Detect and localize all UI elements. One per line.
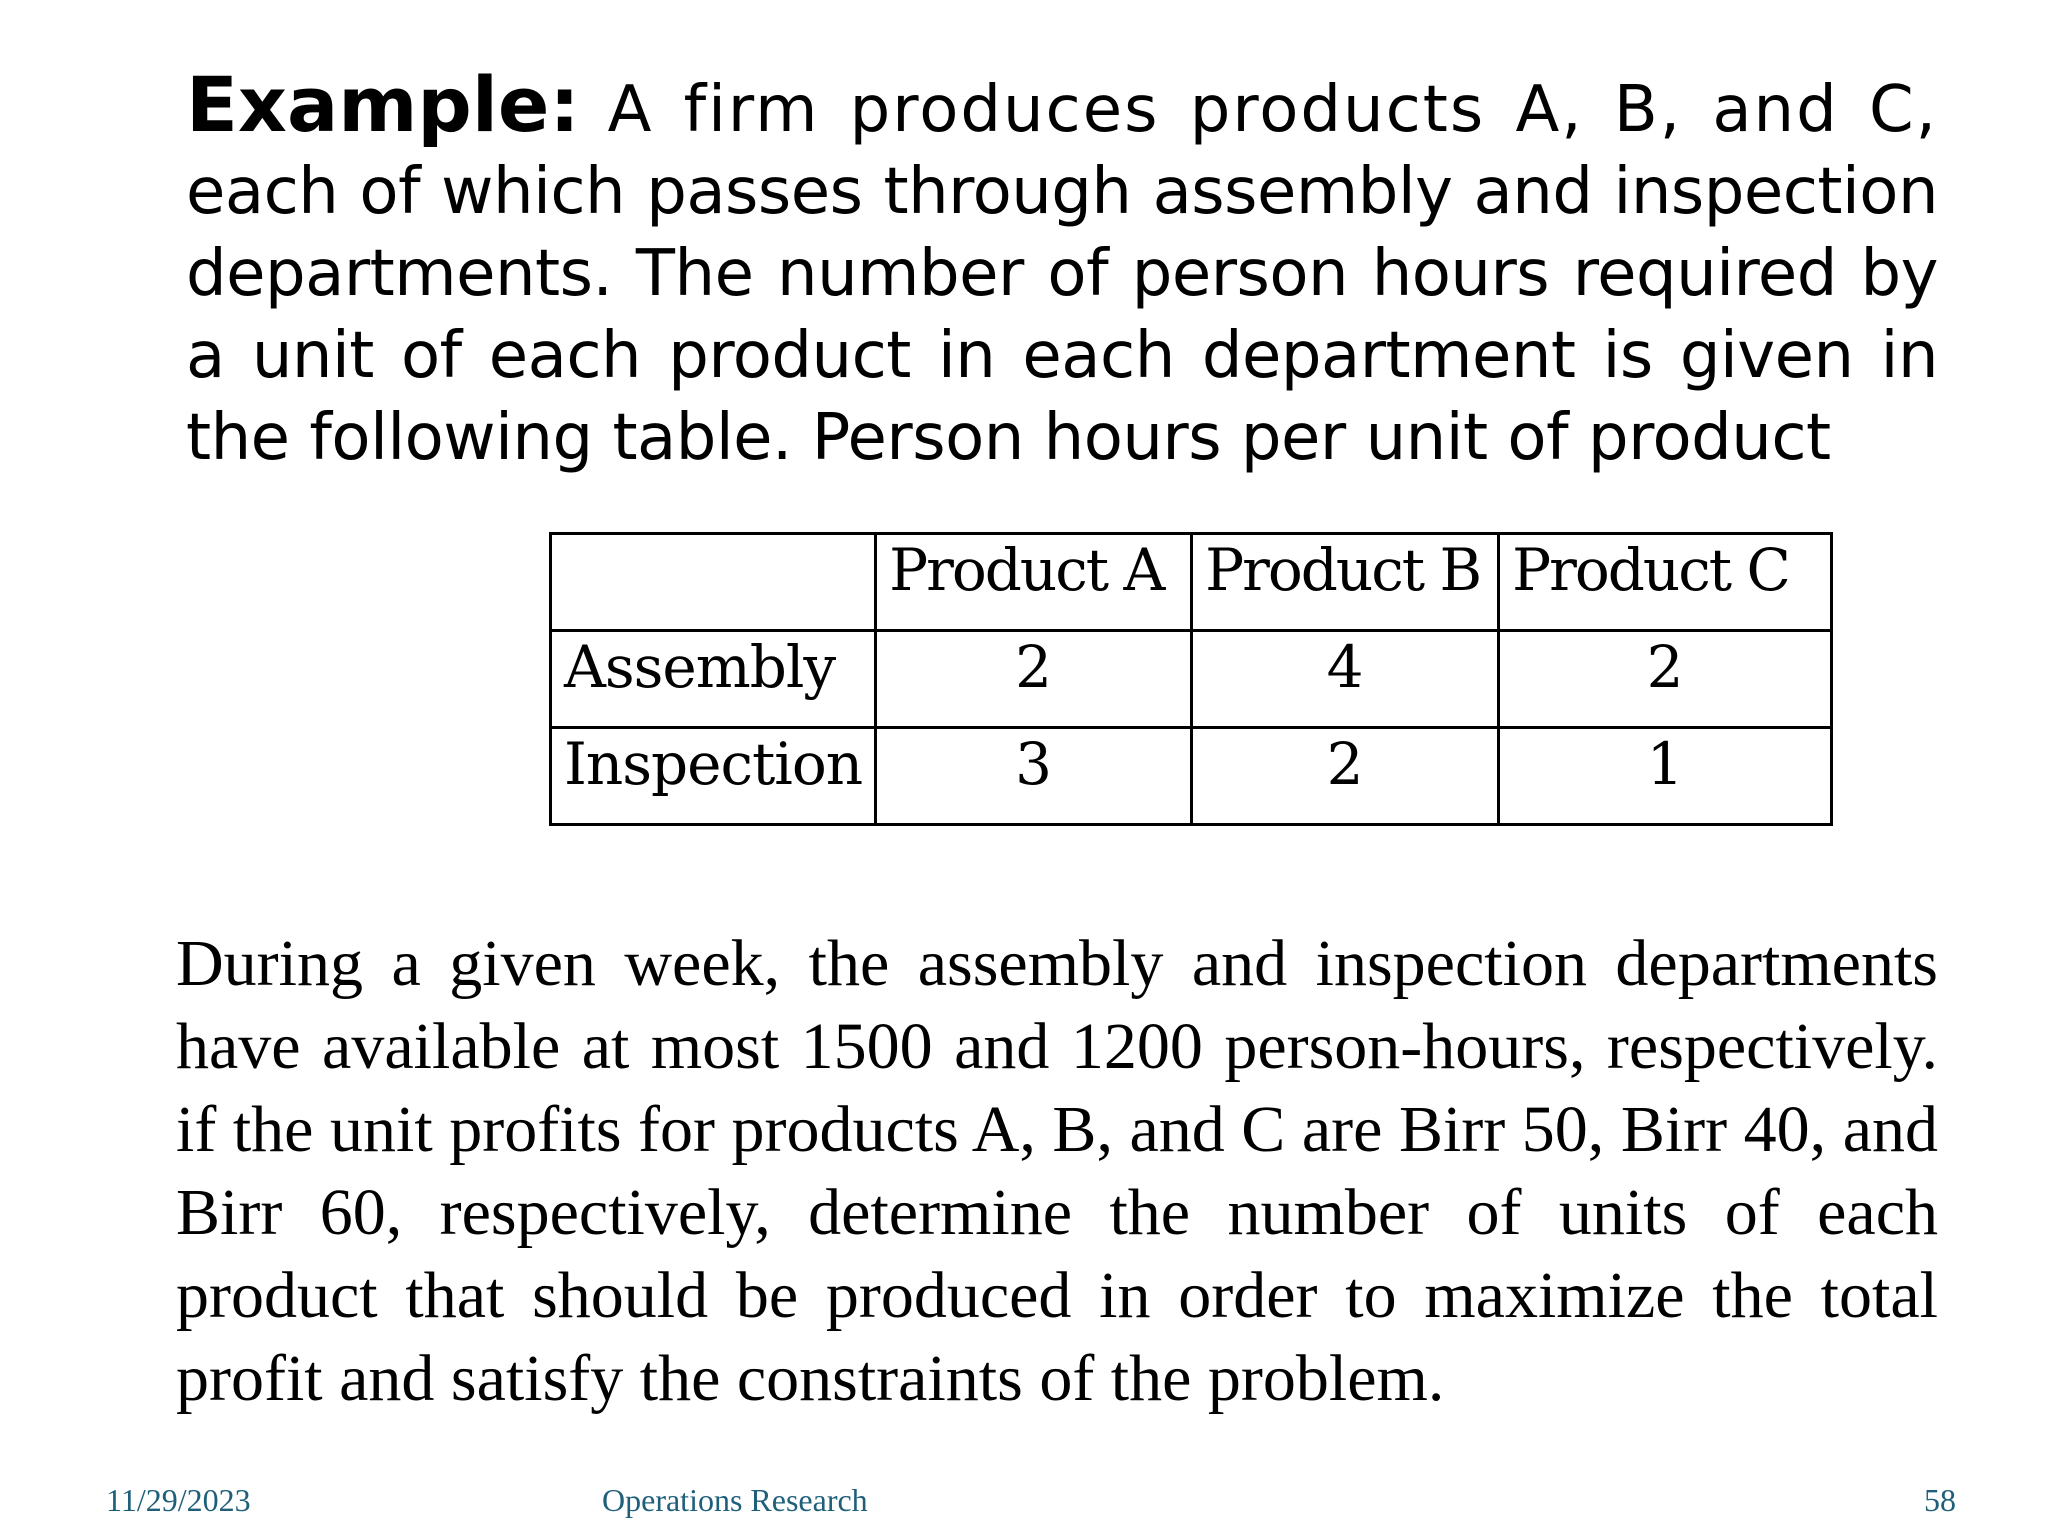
header-product-a: Product A (876, 534, 1192, 631)
cell-assembly-c: 2 (1499, 631, 1832, 728)
cell-inspection-c: 1 (1499, 728, 1832, 825)
table-corner-cell (551, 534, 876, 631)
example-rest-text: each of which passes through assembly and inspection departments. The number of person hours required by a unit of each product in each department is given in the following table. Person hours per unit of product (186, 155, 1938, 475)
footer-course-title: Operations Research (602, 1482, 868, 1518)
cell-assembly-a: 2 (876, 631, 1192, 728)
example-intro (186, 60, 1939, 479)
table-row-inspection (551, 728, 1832, 825)
cell-inspection-b: 2 (1192, 728, 1499, 825)
header-product-b: Product B (1192, 534, 1499, 631)
table-row-assembly (551, 631, 1832, 728)
table-header-row (551, 534, 1832, 631)
cell-inspection-a: 3 (876, 728, 1192, 825)
problem-description: During a given week, the assembly and inspection departments have available at most 1500 and 1200 person-hours, respectively. if the unit profits for products A, B, and C are Birr 50, Birr 40, and Birr 60, respectively, determine the number of units of each product that should be produced in order to maximize the total profit and satisfy the constraints of the problem. (176, 927, 1938, 1415)
cell-assembly-b: 4 (1192, 631, 1499, 728)
example-label: Example: (186, 60, 580, 149)
footer-page-number: 58 (1924, 1482, 1956, 1518)
row-label-inspection: Inspection (551, 728, 876, 825)
row-label-assembly: Assembly (551, 631, 876, 728)
person-hours-table (549, 532, 1833, 826)
example-lead-text: A firm produces products A, B, and C, (607, 73, 1939, 147)
footer-date: 11/29/2023 (106, 1482, 251, 1518)
header-product-c: Product C (1499, 534, 1832, 631)
